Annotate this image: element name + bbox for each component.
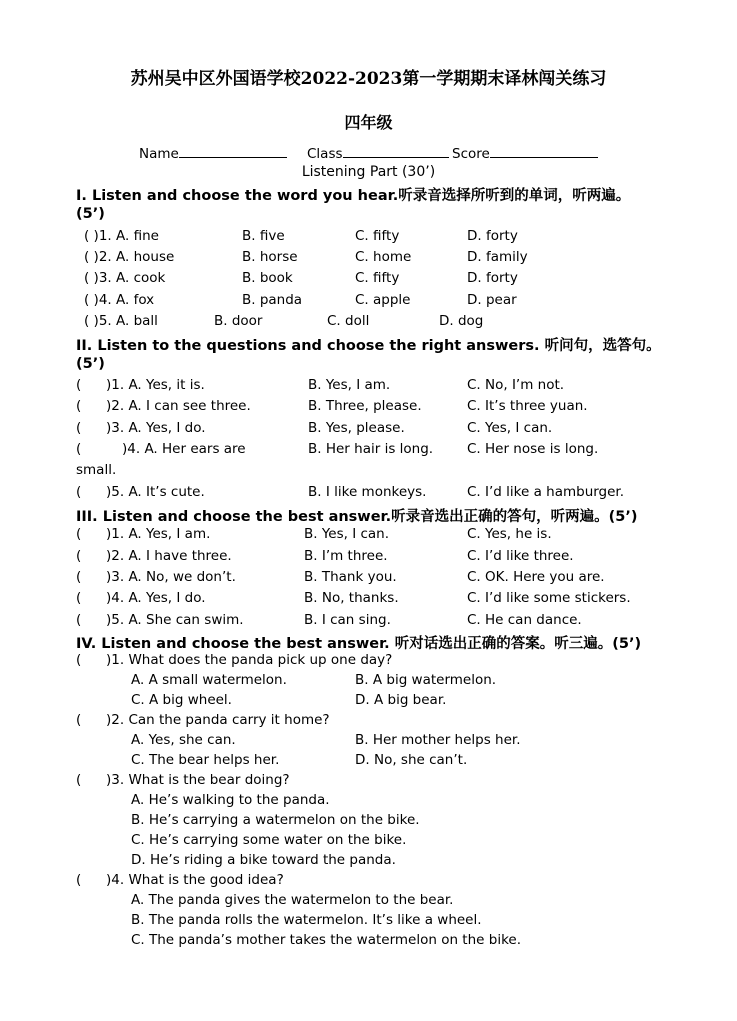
option-d: D. forty [467, 270, 518, 286]
list-item [0, 612, 737, 632]
section-1-heading: I. Listen and choose the word you hear.听录音选择所听到的单词，听两遍。 [76, 188, 631, 204]
option-c: C. No, I’m not. [467, 377, 565, 393]
list-item [0, 398, 737, 418]
list-item [0, 932, 737, 952]
list-item [0, 270, 737, 290]
wrapped-answer: small. [76, 462, 117, 478]
question: )4. A. Yes, I do. [106, 590, 206, 606]
list-item [0, 441, 737, 461]
option-b: B. Her hair is long. [308, 441, 434, 457]
option-c: C. I’d like a hamburger. [467, 484, 625, 500]
option-d: D. He’s riding a bike toward the panda. [131, 852, 396, 868]
option-d: D. forty [467, 228, 518, 244]
list-item [0, 832, 737, 852]
option-b: B. He’s carrying a watermelon on the bike. [131, 812, 420, 828]
section-4-heading: IV. Listen and choose the best answer. 听对话选出正确的答案。听三遍。(5’) [76, 636, 642, 652]
list-item [0, 712, 737, 732]
option-b: B. door [214, 313, 263, 329]
question: ( )2. A. house [84, 249, 175, 265]
option-a: A. Yes, she can. [131, 732, 236, 748]
class-label: Class [307, 146, 343, 162]
answer-paren: ( [76, 590, 82, 606]
option-b: B. panda [242, 292, 303, 308]
list-item [0, 548, 737, 568]
list-item [0, 228, 737, 248]
question: )1. A. Yes, I am. [106, 526, 211, 542]
question: )3. A. No, we don’t. [106, 569, 236, 585]
list-item [0, 249, 737, 269]
section-3-heading: III. Listen and choose the best answer.听录音选出正确的答句，听两遍。(5’) [76, 509, 638, 525]
list-item [0, 912, 737, 932]
answer-paren: ( [76, 612, 82, 628]
answer-paren: ( [76, 712, 82, 728]
list-item [0, 852, 737, 872]
answer-paren: ( [76, 398, 82, 414]
answer-paren: ( [76, 526, 82, 542]
option-b: B. book [242, 270, 293, 286]
question: )2. Can the panda carry it home? [106, 712, 330, 728]
option-b: B. No, thanks. [304, 590, 399, 606]
option-b: B. The panda rolls the watermelon. It’s like a wheel. [131, 912, 482, 928]
section-1-score: (5’) [76, 206, 105, 222]
option-b: B. I’m three. [304, 548, 388, 564]
score-field [452, 144, 598, 162]
list-item [0, 692, 737, 712]
option-b: B. horse [242, 249, 298, 265]
option-c: C. home [355, 249, 412, 265]
option-c: C. It’s three yuan. [467, 398, 588, 414]
answer-paren: ( [76, 569, 82, 585]
name-label: Name [139, 146, 179, 162]
option-d: D. pear [467, 292, 517, 308]
answer-paren: ( [76, 772, 82, 788]
answer-paren: ( [76, 484, 82, 500]
option-b: B. A big watermelon. [355, 672, 497, 688]
question: )1. A. Yes, it is. [106, 377, 205, 393]
section-2-score: (5’) [76, 356, 105, 372]
list-item [0, 772, 737, 792]
exam-title: 苏州吴中区外国语学校2022-2023第一学期期末译林闯关练习 [130, 69, 607, 89]
answer-paren: ( [76, 441, 82, 457]
option-a: A. He’s walking to the panda. [131, 792, 330, 808]
list-item [0, 526, 737, 546]
question: ( )4. A. fox [84, 292, 155, 308]
option-c: C. He can dance. [467, 612, 582, 628]
list-item [0, 792, 737, 812]
list-item [0, 872, 737, 892]
option-c: C. apple [355, 292, 411, 308]
list-item [0, 812, 737, 832]
option-b: B. Three, please. [308, 398, 422, 414]
option-c: C. I’d like three. [467, 548, 574, 564]
question: )5. A. She can swim. [106, 612, 244, 628]
part-title: Listening Part (30’) [301, 164, 436, 180]
list-item [0, 484, 737, 504]
option-b: B. Yes, I can. [304, 526, 390, 542]
answer-paren: ( [76, 420, 82, 436]
option-b: B. Her mother helps her. [355, 732, 521, 748]
question: ( )1. A. fine [84, 228, 159, 244]
option-b: B. five [242, 228, 285, 244]
section-2-heading: II. Listen to the questions and choose the right answers. 听问句，选答句。 [76, 338, 661, 354]
answer-paren: ( [76, 872, 82, 888]
question: )2. A. I can see three. [106, 398, 251, 414]
question: )4. A. Her ears are [122, 441, 246, 457]
option-b: B. I can sing. [304, 612, 391, 628]
option-c: C. fifty [355, 270, 400, 286]
list-item [0, 292, 737, 312]
list-item [0, 752, 737, 772]
question: ( )5. A. ball [84, 313, 158, 329]
class-field [307, 144, 449, 162]
list-item [0, 892, 737, 912]
class-blank [343, 144, 449, 158]
option-a: A. A small watermelon. [131, 672, 287, 688]
option-c: C. OK. Here you are. [467, 569, 605, 585]
option-d: D. A big bear. [355, 692, 447, 708]
option-b: B. Yes, please. [308, 420, 405, 436]
option-c: C. Her nose is long. [467, 441, 599, 457]
option-b: B. Thank you. [304, 569, 397, 585]
answer-paren: ( [76, 652, 82, 668]
score-label: Score [452, 146, 490, 162]
question: )2. A. I have three. [106, 548, 232, 564]
list-item [0, 652, 737, 672]
list-item [0, 420, 737, 440]
option-c: C. Yes, I can. [467, 420, 553, 436]
question: )3. A. Yes, I do. [106, 420, 206, 436]
wrapped-text [76, 462, 276, 482]
option-c: C. I’d like some stickers. [467, 590, 631, 606]
list-item [0, 377, 737, 397]
option-c: C. Yes, he is. [467, 526, 552, 542]
option-c: C. He’s carrying some water on the bike. [131, 832, 407, 848]
option-d: D. No, she can’t. [355, 752, 468, 768]
list-item [0, 732, 737, 752]
option-c: C. The panda’s mother takes the watermelon on the bike. [131, 932, 521, 948]
answer-paren: ( [76, 548, 82, 564]
list-item [0, 569, 737, 589]
answer-paren: ( [76, 377, 82, 393]
option-a: A. The panda gives the watermelon to the bear. [131, 892, 454, 908]
option-b: B. Yes, I am. [308, 377, 391, 393]
question: ( )3. A. cook [84, 270, 166, 286]
name-field [139, 144, 287, 162]
option-c: C. doll [327, 313, 370, 329]
option-c: C. fifty [355, 228, 400, 244]
grade-label: 四年级 [344, 113, 393, 132]
question: )1. What does the panda pick up one day? [106, 652, 393, 668]
list-item [0, 672, 737, 692]
list-item [0, 590, 737, 610]
name-blank [179, 144, 287, 158]
score-blank [490, 144, 598, 158]
option-b: B. I like monkeys. [308, 484, 427, 500]
option-d: D. dog [439, 313, 484, 329]
list-item [0, 313, 737, 333]
question: )3. What is the bear doing? [106, 772, 290, 788]
question: )5. A. It’s cute. [106, 484, 205, 500]
option-c: C. A big wheel. [131, 692, 232, 708]
option-c: C. The bear helps her. [131, 752, 280, 768]
question: )4. What is the good idea? [106, 872, 284, 888]
option-d: D. family [467, 249, 528, 265]
